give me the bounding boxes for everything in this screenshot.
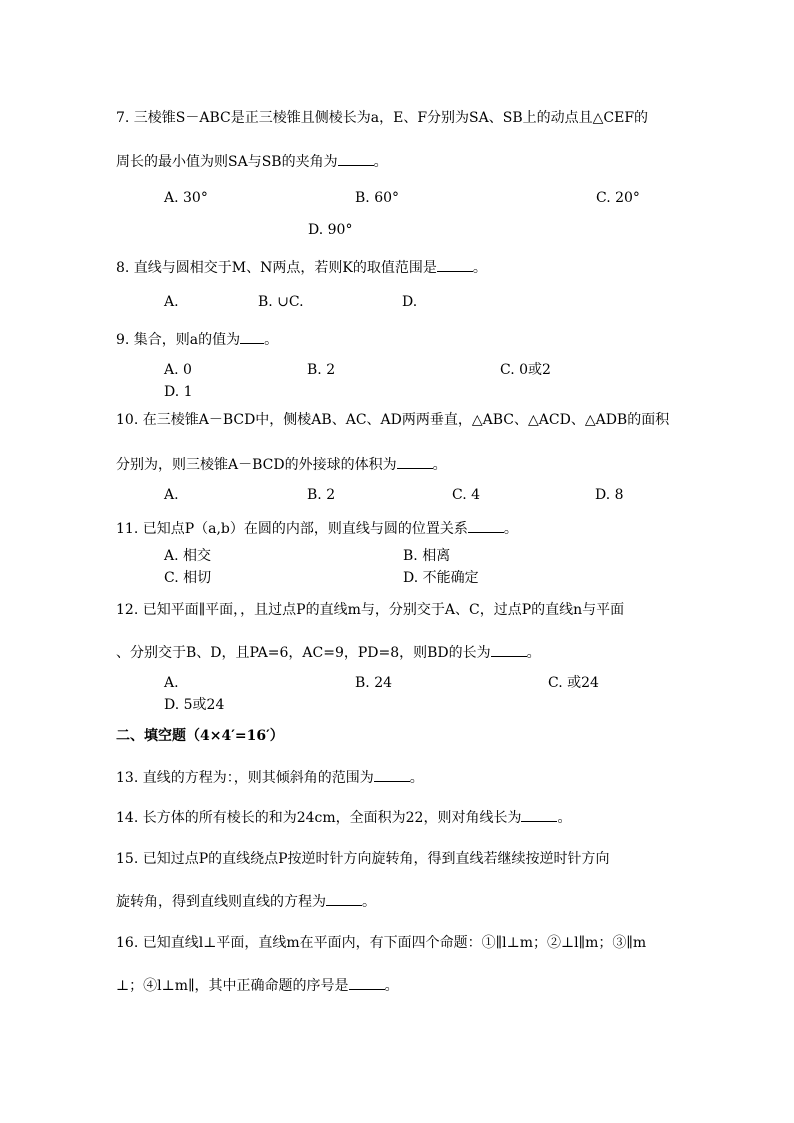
- q11-stem: [116, 518, 518, 538]
- q7-stem-line2: [116, 151, 388, 171]
- q7-option-a: A. 30°: [164, 190, 208, 206]
- q8-stem-text: 8. 直线与圆相交于M、N两点，若则K的取值范围是: [116, 260, 437, 276]
- q12-option-d: D. 5或24: [164, 697, 225, 713]
- answer-blank: [374, 767, 410, 782]
- q11-end: 。: [503, 521, 518, 537]
- q12-option-a: A.: [164, 675, 179, 691]
- q8-end: 。: [472, 260, 487, 276]
- q12-stem-line1: 12. 已知平面∥平面，，且过点P的直线m与，分别交于A、C，过点P的直线n与平面: [116, 602, 625, 618]
- q7-end: 。: [373, 154, 388, 170]
- q9-end: 。: [264, 332, 279, 348]
- answer-blank: [491, 642, 527, 657]
- q7-stem-text: 周长的最小值为则SA与SB的夹角为: [116, 154, 338, 170]
- answer-blank: [468, 518, 504, 533]
- q9-option-a: A. 0: [164, 362, 192, 378]
- answer-blank: [338, 151, 374, 166]
- answer-blank: [521, 807, 557, 822]
- q12-stem-line2: [116, 642, 541, 662]
- answer-blank: [349, 975, 385, 990]
- q7-stem-line1: 7. 三棱锥S－ABC是正三棱锥且侧棱长为a，E、F分别为SA、SB上的动点且△CEF的: [116, 110, 649, 126]
- q8-option-d: D.: [402, 294, 418, 310]
- q8-stem: [116, 257, 487, 277]
- q9-option-b: B. 2: [307, 362, 336, 378]
- q11-option-b: B. 相离: [403, 548, 451, 564]
- q12-option-c: C. 或24: [548, 675, 599, 691]
- q12-end: 。: [526, 645, 541, 661]
- q7-option-c: C. 20°: [596, 190, 640, 206]
- section-heading-fill-in: 二、填空题（4×4′=16′）: [116, 728, 284, 744]
- q15-stem-text: 旋转角，得到直线则直线的方程为: [116, 894, 326, 910]
- q10-stem-line2: [116, 454, 447, 474]
- q12-stem-text: 、分别交于B、D，且PA=6，AC=9，PD=8，则BD的长为: [116, 645, 491, 661]
- q10-stem-line1: 10. 在三棱锥A－BCD中，侧棱AB、AC、AD两两垂直，△ABC、△ACD、△ADB的面积: [116, 412, 670, 428]
- q9-stem: [116, 329, 278, 349]
- q10-end: 。: [432, 457, 447, 473]
- q11-option-c: C. 相切: [164, 570, 212, 586]
- q16-stem-line2: [116, 975, 399, 995]
- q14-end: 。: [557, 810, 572, 826]
- q13-stem-text: 13. 直线的方程为：，则其倾斜角的范围为: [116, 770, 374, 786]
- q10-stem-text: 分别为，则三棱锥A－BCD的外接球的体积为: [116, 457, 397, 473]
- q11-option-a: A. 相交: [164, 548, 212, 564]
- q8-option-b: B. ∪C.: [258, 294, 304, 310]
- q16-stem-line1: 16. 已知直线l⊥平面，直线m在平面内，有下面四个命题：①∥l⊥m；②⊥l∥m；③∥m: [116, 935, 647, 951]
- q8-option-a: A.: [164, 294, 179, 310]
- q9-option-d: D. 1: [164, 384, 193, 400]
- q11-option-d: D. 不能确定: [403, 570, 479, 586]
- q14-stem: [116, 807, 571, 827]
- q15-stem-line2: [116, 891, 376, 911]
- q15-stem-line1: 15. 已知过点P的直线绕点P按逆时针方向旋转角，得到直线若继续按逆时针方向: [116, 851, 610, 867]
- q16-end: 。: [384, 978, 399, 994]
- q12-option-b: B. 24: [355, 675, 393, 691]
- q14-stem-text: 14. 长方体的所有棱长的和为24cm，全面积为22，则对角线长为: [116, 810, 522, 826]
- q10-option-c: C. 4: [452, 487, 481, 503]
- q9-stem-text: 9. 集合，则a的值为: [116, 332, 241, 348]
- q11-stem-text: 11. 已知点P（a,b）在圆的内部，则直线与圆的位置关系: [116, 521, 468, 537]
- answer-blank: [397, 454, 433, 469]
- q15-end: 。: [362, 894, 376, 910]
- q10-option-d: D. 8: [595, 487, 624, 503]
- q13-stem: [116, 767, 424, 787]
- answer-blank: [240, 329, 264, 344]
- q9-option-c: C. 0或2: [500, 362, 551, 378]
- q13-end: 。: [409, 770, 424, 786]
- q7-option-d: D. 90°: [308, 222, 353, 238]
- q16-stem-text: ⊥；④l⊥m∥，其中正确命题的序号是: [116, 978, 349, 994]
- answer-blank: [437, 257, 473, 272]
- answer-blank: [326, 891, 362, 906]
- q7-option-b: B. 60°: [355, 190, 400, 206]
- q10-option-b: B. 2: [307, 487, 336, 503]
- q10-option-a: A.: [164, 487, 179, 503]
